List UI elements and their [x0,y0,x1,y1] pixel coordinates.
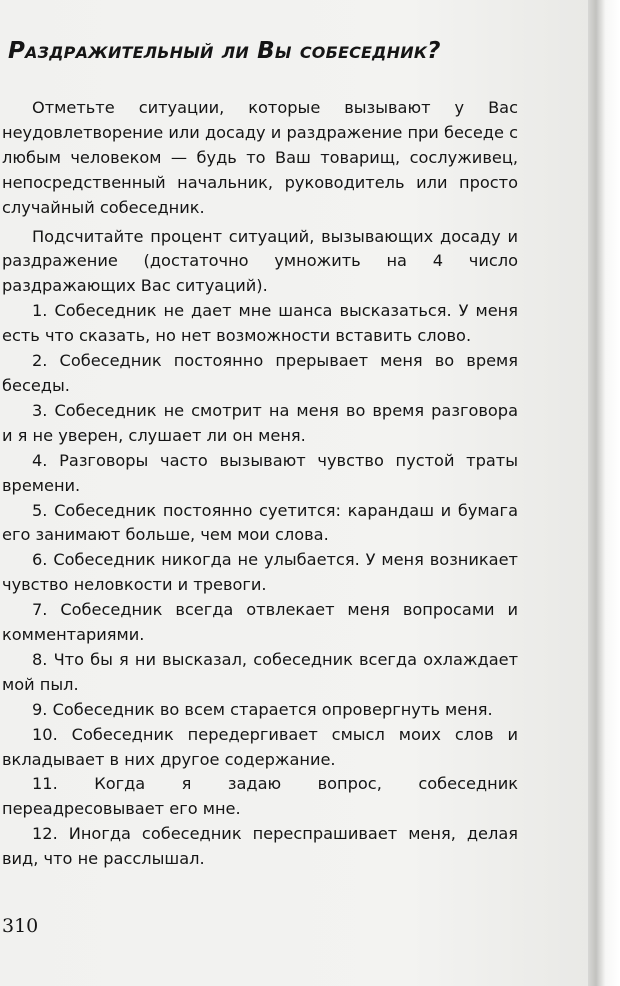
list-item: 8. Что бы я ни высказал, собеседник всегда охлаждает мой пыл. [2,649,518,694]
body-text [2,96,518,872]
list-item: 1. Собеседник не дает мне шанса высказаться. У меня есть что сказать, но нет возможности вставить слово. [2,301,518,346]
book-spine-shadow [588,0,620,986]
list-item: 12. Иногда собеседник переспрашивает меня, делая вид, что не расслышал. [2,824,518,869]
list-item: 11. Когда я задаю вопрос, собеседник переадресовывает его мне. [2,774,518,819]
section-title: Раздражительный ли Вы собеседник? [8,38,441,64]
list-item: 6. Собеседник никогда не улыбается. У меня возникает чувство неловкости и тревоги. [2,550,518,595]
list-item: 9. Собеседник во всем старается опровергнуть меня. [32,699,493,719]
intro-paragraph: Отметьте ситуации, которые вызывают у Вас неудовлетворение или досаду и раздражение при беседе с любым человеком — будь то Ваш товарищ, сослуживец, непосредственный начальник, руководитель или просто случайный собеседник. [2,98,518,217]
list-item: 4. Разговоры часто вызывают чувство пустой траты времени. [2,450,518,495]
list-item: 5. Собеседник постоянно суетится: карандаш и бумага его занимают больше, чем мои слова. [2,500,518,545]
list-item: 10. Собеседник передергивает смысл моих слов и вкладывает в них другое содержание. [2,724,518,769]
list-item: 2. Собеседник постоянно прерывает меня во время беседы. [2,351,518,395]
intro-paragraph: Подсчитайте процент ситуаций, вызывающих досаду и раздражение (достаточно умножить на 4 число раздражающих Вас ситуаций). [2,226,518,296]
list-item: 3. Собеседник не смотрит на меня во время разговора и я не уверен, слушает ли он меня. [2,400,518,445]
page-number: 310 [2,915,39,937]
list-item: 7. Собеседник всегда отвлекает меня вопросами и комментариями. [2,600,518,645]
